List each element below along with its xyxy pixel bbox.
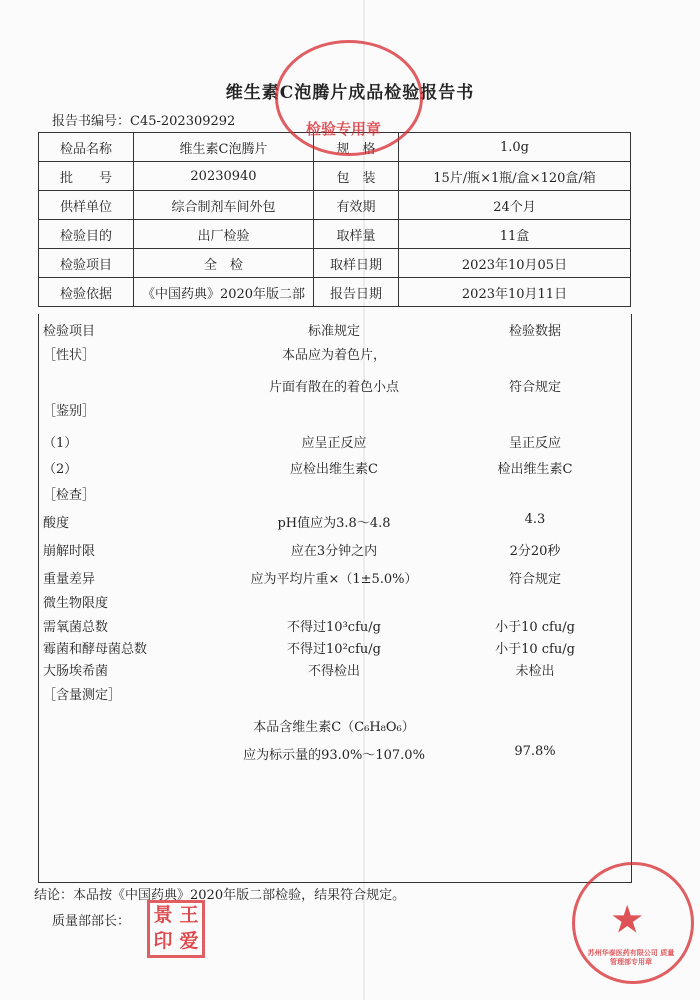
result-row xyxy=(39,320,631,342)
header-row xyxy=(39,162,631,191)
header-label: 报告日期 xyxy=(314,278,399,307)
result-row xyxy=(39,568,631,590)
signature-char: 印 xyxy=(153,930,173,952)
header-value: 《中国药典》2020年版二部 xyxy=(134,278,314,307)
test-item: 霉菌和酵母菌总数 xyxy=(43,642,148,657)
result: 符合规定 xyxy=(508,572,561,587)
result: 2分20秒 xyxy=(509,544,561,559)
result: 小于10 cfu/g xyxy=(495,620,575,635)
result-row xyxy=(39,458,631,480)
standard: 不得检出 xyxy=(307,664,360,679)
standard: 标准规定 xyxy=(307,324,360,339)
result-row xyxy=(39,638,631,660)
header-label: 检验项目 xyxy=(39,249,134,278)
header-value: 15片/瓶×1瓶/盒×120盒/箱 xyxy=(399,162,631,191)
result: 检出维生素C xyxy=(497,462,573,477)
standard: 不得过10³cfu/g xyxy=(287,620,381,635)
header-value: 1.0g xyxy=(399,133,631,162)
conclusion: 结论：本品按《中国药典》2020年版二部检验，结果符合规定。 xyxy=(34,888,406,903)
result: 小于10 cfu/g xyxy=(495,642,575,657)
header-label: 取样日期 xyxy=(314,249,399,278)
result-row xyxy=(39,684,631,706)
standard: pH值应为3.8～4.8 xyxy=(277,516,391,531)
standard: 应呈正反应 xyxy=(301,436,367,451)
company-seal-star-icon: ★ xyxy=(612,900,643,940)
standard: 片面有散在的着色小点 xyxy=(268,380,399,395)
standard: 不得过10²cfu/g xyxy=(287,642,381,657)
header-value: 维生素C泡腾片 xyxy=(134,133,314,162)
header-value: 2023年10月05日 xyxy=(399,249,631,278)
test-item: ［检查］ xyxy=(43,488,96,503)
test-item: 微生物限度 xyxy=(43,596,109,611)
result-row xyxy=(39,744,631,766)
result-row xyxy=(39,512,631,534)
inspection-seal-text: 检验专用章 xyxy=(306,120,382,138)
test-item: ［鉴别］ xyxy=(43,404,96,419)
quality-manager-label: 质量部部长： xyxy=(52,914,131,929)
test-item: 需氧菌总数 xyxy=(43,620,109,635)
test-item: （2） xyxy=(43,462,78,477)
signature-seal xyxy=(147,900,205,958)
standard: 应为平均片重×（1±5.0%） xyxy=(250,572,418,587)
header-value: 综合制剂车间外包 xyxy=(134,191,314,220)
standard: 本品应为着色片， xyxy=(281,348,386,363)
result: 4.3 xyxy=(524,512,546,527)
header-row xyxy=(39,191,631,220)
header-value: 2023年10月11日 xyxy=(399,278,631,307)
result: 未检出 xyxy=(515,664,555,679)
header-label: 检验依据 xyxy=(39,278,134,307)
header-label: 包 装 xyxy=(314,162,399,191)
result-row xyxy=(39,484,631,506)
header-value: 20230940 xyxy=(134,162,314,191)
result-row xyxy=(39,344,631,366)
result-row xyxy=(39,540,631,562)
result: 97.8% xyxy=(514,744,556,759)
signature-char: 景 xyxy=(153,904,173,926)
result-row xyxy=(39,592,631,614)
result-row xyxy=(39,432,631,454)
header-label: 取样量 xyxy=(314,220,399,249)
header-value: 24个月 xyxy=(399,191,631,220)
test-item: 崩解时限 xyxy=(43,544,96,559)
standard: 应为标示量的93.0%～107.0% xyxy=(243,748,425,763)
result-row xyxy=(39,716,631,738)
header-label: 规 格 xyxy=(314,133,399,162)
header-table xyxy=(38,132,631,307)
result: 检验数据 xyxy=(508,324,561,339)
result: 呈正反应 xyxy=(508,436,561,451)
test-item: ［性状］ xyxy=(43,348,96,363)
header-row xyxy=(39,278,631,307)
signature-char: 爱 xyxy=(179,930,199,952)
result-row xyxy=(39,400,631,422)
standard: 应检出维生素C xyxy=(290,462,378,477)
test-item: 检验项目 xyxy=(43,324,96,339)
header-value: 11盒 xyxy=(399,220,631,249)
test-item: （1） xyxy=(43,436,78,451)
test-results-section xyxy=(38,314,632,883)
standard: 应在3分钟之内 xyxy=(290,544,378,559)
header-label: 供样单位 xyxy=(39,191,134,220)
test-item: 重量差异 xyxy=(43,572,96,587)
result-row xyxy=(39,376,631,398)
result-row xyxy=(39,616,631,638)
header-value: 出厂检验 xyxy=(134,220,314,249)
result-row xyxy=(39,660,631,682)
header-label: 批 号 xyxy=(39,162,134,191)
result: 符合规定 xyxy=(508,380,561,395)
signature-char: 王 xyxy=(179,904,199,926)
header-row xyxy=(39,220,631,249)
test-item: 酸度 xyxy=(43,516,70,531)
header-value: 全 检 xyxy=(134,249,314,278)
report-number: 报告书编号：C45-202309292 xyxy=(52,114,236,129)
header-row xyxy=(39,249,631,278)
standard: 本品含维生素C（C₆H₈O₆） xyxy=(253,720,415,735)
company-seal-text: 苏州华泰医药有限公司 质量管理部专用章 xyxy=(587,948,675,966)
report-title: 维生素C泡腾片成品检验报告书 xyxy=(225,83,475,103)
header-label: 检品名称 xyxy=(39,133,134,162)
test-item: 大肠埃希菌 xyxy=(43,664,109,679)
header-label: 检验目的 xyxy=(39,220,134,249)
header-label: 有效期 xyxy=(314,191,399,220)
test-item: ［含量测定］ xyxy=(43,688,122,703)
